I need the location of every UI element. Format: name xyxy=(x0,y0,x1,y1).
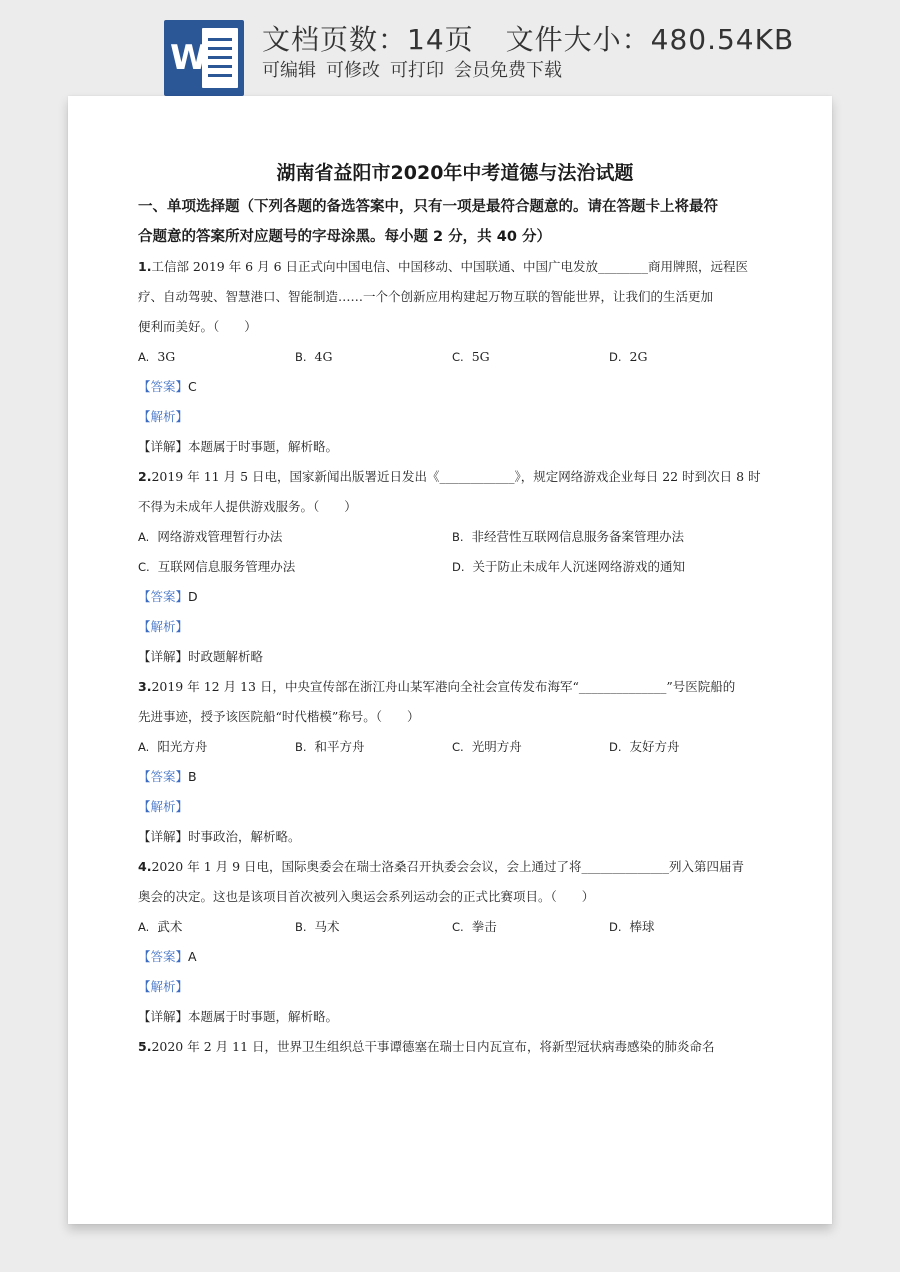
question-1 xyxy=(138,252,766,462)
answer-line xyxy=(138,372,766,402)
question-text-line xyxy=(138,882,766,912)
option-letter: D. xyxy=(609,350,622,364)
question-text-line xyxy=(138,1032,766,1062)
option-text: 网络游戏管理暂行办法 xyxy=(157,529,283,544)
option-d[interactable] xyxy=(609,912,766,942)
detail-line xyxy=(138,432,766,462)
answer-line xyxy=(138,582,766,612)
option-text: 武术 xyxy=(157,919,183,934)
answer-value: D xyxy=(188,589,198,604)
option-letter: C. xyxy=(452,350,464,364)
option-text: 棒球 xyxy=(629,919,655,934)
section-heading-line-2: 合题意的答案所对应题号的字母涂黑。每小题 2 分，共 40 分） xyxy=(138,229,551,245)
question-list xyxy=(138,252,766,1062)
option-d[interactable] xyxy=(452,552,766,582)
feature-printable: 可打印 xyxy=(390,60,444,81)
page-count: 文档页数：14页 xyxy=(262,23,474,56)
question-text-line xyxy=(138,492,766,522)
option-text: 互联网信息服务管理办法 xyxy=(157,559,296,574)
feature-editable: 可编辑 xyxy=(262,60,316,81)
option-b[interactable] xyxy=(295,732,452,762)
option-c[interactable] xyxy=(452,912,609,942)
analysis-tag: 【解析】 xyxy=(138,979,189,994)
option-c[interactable] xyxy=(138,552,452,582)
answer-tag: 【答案】 xyxy=(138,379,189,394)
question-4 xyxy=(138,852,766,1032)
option-text: 和平方舟 xyxy=(314,739,365,754)
option-letter: B. xyxy=(452,530,464,544)
section-heading-line-1: 一、单项选择题（下列各题的备选答案中，只有一项是最符合题意的。请在答题卡上将最符 xyxy=(138,199,718,215)
option-text: 非经营性互联网信息服务备案管理办法 xyxy=(471,529,685,544)
answer-line xyxy=(138,762,766,792)
file-info-title xyxy=(262,18,794,58)
question-text: 2020 年 1 月 9 日电，国际奥委会在瑞士洛桑召开执委会会议，会上通过了将______________列入第四届青 xyxy=(151,859,745,874)
detail-text: 时事政治，解析略。 xyxy=(188,829,301,844)
question-number: 5. xyxy=(138,1039,152,1054)
question-text-line xyxy=(138,702,766,732)
question-text: 2019 年 12 月 13 日，中央宣传部在浙江舟山某军港向全社会宣传发布海军“______________”号医院船的 xyxy=(151,679,736,694)
option-c[interactable] xyxy=(452,342,609,372)
detail-tag: 【详解】 xyxy=(138,649,189,664)
analysis-line xyxy=(138,972,766,1002)
question-number: 2. xyxy=(138,469,152,484)
option-text: 阳光方舟 xyxy=(157,739,208,754)
option-letter: A. xyxy=(138,920,150,934)
options-row xyxy=(138,732,766,762)
option-d[interactable] xyxy=(609,342,766,372)
question-text: 2020 年 2 月 11 日，世界卫生组织总干事谭德塞在瑞士日内瓦宣布，将新型冠状病毒感染的肺炎命名 xyxy=(151,1039,715,1054)
option-letter: B. xyxy=(295,740,307,754)
question-text: 不得为未成年人提供游戏服务。（ ） xyxy=(138,499,357,514)
analysis-line xyxy=(138,792,766,822)
option-letter: D. xyxy=(609,920,622,934)
option-letter: C. xyxy=(138,560,150,574)
question-text: 2019 年 11 月 5 日电，国家新闻出版署近日发出《____________》，规定网络游戏企业每日 22 时到次日 8 时 xyxy=(151,469,761,484)
document-title: 湖南省益阳市2020年中考道德与法治试题 xyxy=(276,162,634,184)
question-5 xyxy=(138,1032,766,1062)
word-document-icon xyxy=(164,20,244,96)
answer-value: A xyxy=(188,949,197,964)
option-a[interactable] xyxy=(138,522,452,552)
option-b[interactable] xyxy=(452,522,766,552)
file-size: 文件大小：480.54KB xyxy=(505,23,795,56)
options-row xyxy=(138,522,766,552)
options-row xyxy=(138,912,766,942)
analysis-tag: 【解析】 xyxy=(138,799,189,814)
option-letter: A. xyxy=(138,530,150,544)
answer-tag: 【答案】 xyxy=(138,769,189,784)
detail-tag: 【详解】 xyxy=(138,1009,189,1024)
option-letter: B. xyxy=(295,350,307,364)
download-banner xyxy=(0,0,900,100)
question-text-line xyxy=(138,852,766,882)
question-text: 便利而美好。（ ） xyxy=(138,319,257,334)
analysis-tag: 【解析】 xyxy=(138,409,189,424)
option-text: 关于防止未成年人沉迷网络游戏的通知 xyxy=(472,559,686,574)
question-number: 3. xyxy=(138,679,152,694)
feature-list xyxy=(262,56,572,82)
analysis-tag: 【解析】 xyxy=(138,619,189,634)
document-page xyxy=(68,96,832,1224)
option-text: 拳击 xyxy=(471,919,497,934)
options-row xyxy=(138,342,766,372)
option-a[interactable] xyxy=(138,912,295,942)
option-text: 马术 xyxy=(314,919,340,934)
question-text-line xyxy=(138,252,766,282)
option-letter: D. xyxy=(452,560,465,574)
question-text-line xyxy=(138,672,766,702)
option-a[interactable] xyxy=(138,342,295,372)
option-letter: D. xyxy=(609,740,622,754)
option-letter: A. xyxy=(138,350,150,364)
question-text-line xyxy=(138,462,766,492)
word-logo-letter: W xyxy=(170,38,208,78)
answer-value: C xyxy=(188,379,197,394)
detail-tag: 【详解】 xyxy=(138,439,189,454)
option-b[interactable] xyxy=(295,342,452,372)
options-row xyxy=(138,552,766,582)
option-letter: C. xyxy=(452,740,464,754)
question-text-line xyxy=(138,312,766,342)
answer-value: B xyxy=(188,769,197,784)
question-text: 疗、自动驾驶、智慧港口、智能制造……一个个创新应用构建起万物互联的智能世界，让我们的生活更加 xyxy=(138,289,714,304)
question-2 xyxy=(138,462,766,672)
detail-line xyxy=(138,822,766,852)
detail-text: 本题属于时事题，解析略。 xyxy=(188,439,339,454)
feature-member-download[interactable]: 会员免费下载 xyxy=(454,60,562,81)
option-c[interactable] xyxy=(452,732,609,762)
question-text: 奥会的决定。这也是该项目首次被列入奥运会系列运动会的正式比赛项目。（ ） xyxy=(138,889,595,904)
option-text: 5G xyxy=(471,349,490,364)
detail-text: 本题属于时事题，解析略。 xyxy=(188,1009,339,1024)
question-text: 先进事迹，授予该医院船“时代楷模”称号。（ ） xyxy=(138,709,420,724)
option-letter: B. xyxy=(295,920,307,934)
option-b[interactable] xyxy=(295,912,452,942)
question-text: 工信部 2019 年 6 月 6 日正式向中国电信、中国移动、中国联通、中国广电发放________商用牌照，远程医 xyxy=(151,259,749,274)
answer-tag: 【答案】 xyxy=(138,949,189,964)
detail-text: 时政题解析略 xyxy=(188,649,264,664)
option-text: 光明方舟 xyxy=(471,739,522,754)
feature-modifiable: 可修改 xyxy=(326,60,380,81)
detail-line xyxy=(138,642,766,672)
document-content xyxy=(138,158,766,1062)
detail-tag: 【详解】 xyxy=(138,829,189,844)
option-text: 2G xyxy=(629,349,648,364)
option-letter: A. xyxy=(138,740,150,754)
answer-line xyxy=(138,942,766,972)
question-number: 4. xyxy=(138,859,152,874)
question-number: 1. xyxy=(138,259,152,274)
analysis-line xyxy=(138,402,766,432)
question-text-line xyxy=(138,282,766,312)
option-text: 3G xyxy=(157,349,176,364)
option-d[interactable] xyxy=(609,732,766,762)
option-letter: C. xyxy=(452,920,464,934)
question-3 xyxy=(138,672,766,852)
detail-line xyxy=(138,1002,766,1032)
option-a[interactable] xyxy=(138,732,295,762)
analysis-line xyxy=(138,612,766,642)
answer-tag: 【答案】 xyxy=(138,589,189,604)
option-text: 友好方舟 xyxy=(629,739,680,754)
option-text: 4G xyxy=(314,349,333,364)
